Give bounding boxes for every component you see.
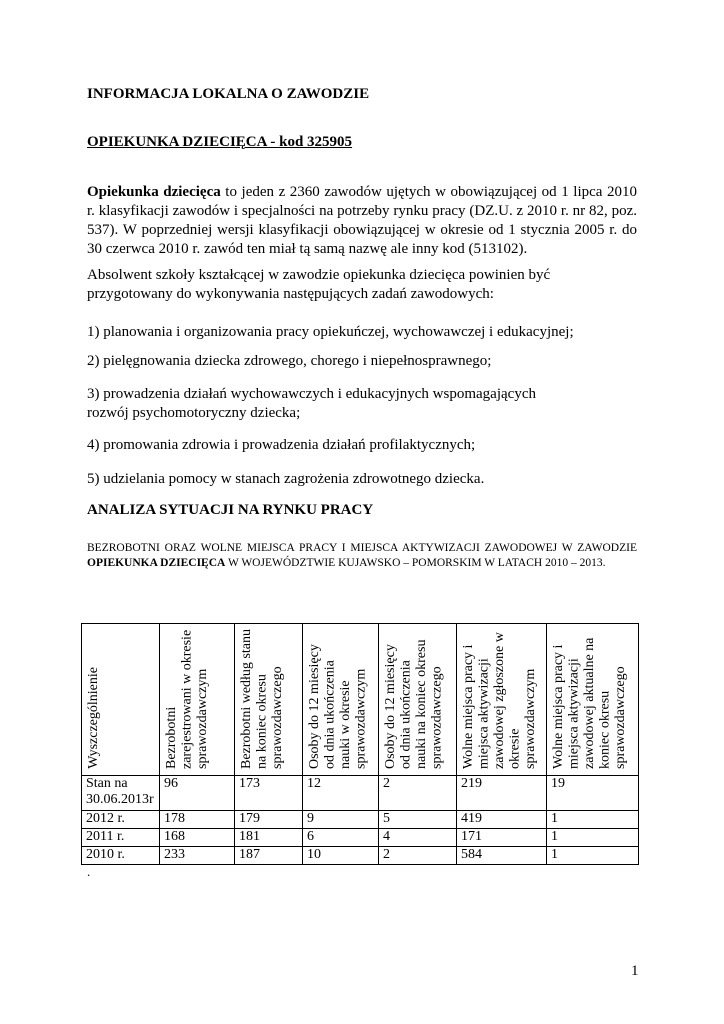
statistics-table [81,623,639,865]
header-label: Osoby do 12 miesięcy od dnia ukończenia nauki na koniec okresu sprawozdawczego [383,639,445,769]
header-label: Bezrobotni według stanu na koniec okresu sprawozdawczego [239,629,285,769]
table-row [82,829,639,847]
table-cell: 219 [457,776,547,811]
table-cell: 187 [235,847,303,865]
table-cell: 4 [379,829,457,847]
table-cell: 168 [160,829,235,847]
table-cell: 12 [303,776,379,811]
table-cell: 1 [547,811,639,829]
header-cell [235,624,303,776]
header-cell [457,624,547,776]
document-title: INFORMACJA LOKALNA O ZAWODZIE [87,86,370,102]
task-item: 4) promowania zdrowia i prowadzenia działań profilaktycznych; [87,437,476,453]
absolwent-paragraph: Absolwent szkoły kształcącej w zawodzie opiekunka dziecięca powinien być przygotowany do wykonywania następujących zadań zawodowych: [87,267,551,302]
caption-part2: W WOJEWÓDZTWIE KUJAWSKO – POMORSKIM W LATACH 2010 – 2013. [225,557,606,569]
header-label: Osoby do 12 miesięcy od dnia ukończenia nauki w okresie sprawozdawczym [307,644,369,769]
table-cell: 181 [235,829,303,847]
table-cell: 584 [457,847,547,865]
header-cell [160,624,235,776]
table-cell: 419 [457,811,547,829]
table-cell: 96 [160,776,235,811]
table-cell: Stan na 30.06.2013r [82,776,160,811]
intro-text: to jeden z 2360 zawodów ujętych w obowiązującej od 1 lipca 2010 r. klasyfikacji zawodów i specjalności na potrzeby rynku pracy (DZ.U. z 2010 r. nr 82, poz. 537). W poprzedniej wersji klasyfikacji obowiązującej w okresie od 1 stycznia 2005 r. do 30 czerwca 2010 r. zawód ten miał tą samą nazwę ale inny kod (513102). [87,184,638,257]
table-cell: 2010 r. [82,847,160,865]
table-cell: 2 [379,776,457,811]
table-cell: 1 [547,847,639,865]
table-cell: 5 [379,811,457,829]
header-cell [303,624,379,776]
table-cell: 171 [457,829,547,847]
header-label: Bezrobotni zarejestrowani w okresie sprawozdawczym [164,629,210,769]
table-cell: 2011 r. [82,829,160,847]
header-label: Wolne miejsca pracy i miejsca aktywizacji zawodowej aktualne na koniec okresu sprawozdawczego [551,637,628,769]
table-cell: 2 [379,847,457,865]
header-cell [82,624,160,776]
task-item: 2) pielęgnowania dziecka zdrowego, chorego i niepełnosprawnego; [87,353,492,369]
header-cell [379,624,457,776]
occupation-title: OPIEKUNKA DZIECIĘCA - kod 325905 [87,134,353,150]
task-item: 3) prowadzenia działań wychowawczych i edukacyjnych wspomagających rozwój psychomotoryczny dziecka; [87,386,536,421]
table-row [82,847,639,865]
analysis-heading: ANALIZA SYTUACJI NA RYNKU PRACY [87,502,374,518]
table-cell: 233 [160,847,235,865]
table-cell: 1 [547,829,639,847]
table-cell: 2012 r. [82,811,160,829]
intro-paragraph [87,183,637,259]
table-row [82,811,639,829]
caption-bold: OPIEKUNKA DZIECIĘCA [87,557,226,569]
task-item: 1) planowania i organizowania pracy opiekuńczej, wychowawczej i edukacyjnej; [87,324,574,340]
task-item: 5) udzielania pomocy w stanach zagrożenia zdrowotnego dziecka. [87,471,485,487]
table-row [82,776,639,811]
table-cell: 9 [303,811,379,829]
intro-bold: Opiekunka dziecięca [87,184,221,200]
table-cell: 10 [303,847,379,865]
table-cell: 19 [547,776,639,811]
header-label: Wyszczególnienie [86,667,101,769]
header-label: Wolne miejsca pracy i miejsca aktywizacji zawodowej zgłoszone w okresie sprawozdawczym [461,632,538,769]
header-cell [547,624,639,776]
table-cell: 173 [235,776,303,811]
trailing-dot: . [87,864,91,879]
table-caption [87,541,637,571]
table-header-row [82,624,639,776]
table-cell: 178 [160,811,235,829]
caption-part1: BEZROBOTNI ORAZ WOLNE MIEJSCA PRACY I MIEJSCA AKTYWIZACJI ZAWODOWEJ W ZAWODZIE [87,542,637,554]
page-number: 1 [631,963,639,979]
table-cell: 6 [303,829,379,847]
table-cell: 179 [235,811,303,829]
